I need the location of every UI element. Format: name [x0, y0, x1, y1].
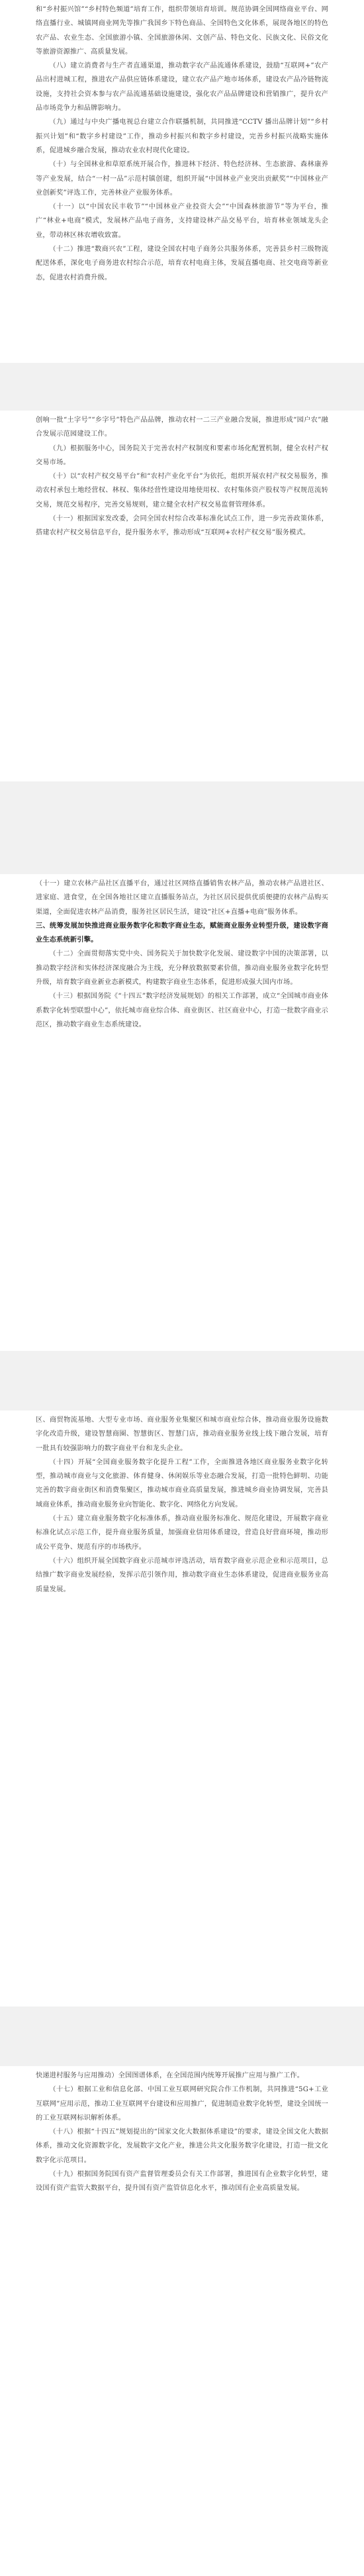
paragraph: （九）根据服务中心，国务院关于完善农村产权制度和要素市场化配置机制，健全农村产权交易市场。	[36, 444, 328, 466]
paragraph: 区、商贸物流基地、大型专业市场、商业服务业集聚区和城市商业综合体，推动商业服务设施数字化改造升级，建设智慧商圈、智慧街区、智慧门店，推动商业服务业线上线下融合发展，培育一批具有较强影响力的数字商业平台和龙头企业。	[36, 1416, 328, 1452]
paragraph: （十一）根据国家发改委，会同全国农村综合改革标准化试点工作，进一步完善政策体系，搭建农村产权交易信息平台，提升服务水平，推动形成“互联网+农村产权交易”服务模式。	[36, 515, 328, 537]
paragraph: 快递进村服务与应用推动）全国图谱体系，在全国范围内统筹开展推广应用与推广工作。	[36, 2072, 304, 2079]
paragraph: （十三）根据国务院《“十四五”数字经济发展规划》的相关工作部署，成立“全国城市商业体系数字化转型联盟中心”，依托城市商业综合体、商业街区、社区商业中心，打造一批数字商业示范区，推动数字商业生态系统建设。	[36, 993, 328, 1028]
paragraph: （十四）开展“全国商业服务数字化提升工程”工作，全面推进各地区商业服务业数字化转型，推动城市商业与文化旅游、体育健身、休闲娱乐等业态融合发展，打造一批特色鲜明、功能完善的数字商业街区和消费集聚区，推动城市商业高质量发展，推进城乡商业协调发展，完善县域商业体系，推动商业服务业向智能化、数字化、网络化方向发展。	[36, 1458, 328, 1509]
paragraph: （十九）根据国务院国有资产监督管理委员会有关工作部署，推进国有企业数字化转型，建设国有资产监管大数据平台，提升国有资产监管信息化水平，推动国有企业高质量发展。	[36, 2171, 328, 2193]
paragraph: （十一）以“中国农民丰收节”“中国林业产业投资大会”“中国森林旅游节”等为平台，推广“林业+电商”模式，发展林产品电子商务，支持建设林产品交易平台，培育林业领域龙头企业，带动林区林农增收致富。	[36, 203, 328, 239]
document-page-3	[0, 874, 364, 1351]
paragraph: （十一）建立农林产品社区直播平台，通过社区网络直播销售农林产品，推动农林产品进社区、进家庭、进食堂，在全国各地社区建立直播服务站点，为社区居民提供优质便捷的农林产品购买渠道，全面促进农林产品消费，服务社区居民生活，建设“社区+直播+电商”服务体系。	[36, 880, 328, 916]
paragraph: （十八）根据“十四五”规划提出的“国家文化大数据体系建设”的要求，建设全国文化大数据体系，推动文化资源数字化，发展数字文化产业，推进公共文化服务数字化建设，打造一批文化数字化示范项目。	[36, 2128, 328, 2164]
paragraph: （九）通过与中央广播电视总台建立合作联播机制，共同推进“CCTV 播出品牌计划”“乡村振兴计划”和“数字乡村建设”工作，推动乡村振兴和数字乡村建设，完善乡村振兴战略实施体系，促进城乡融合发展，推动农业农村现代化建设。	[36, 119, 328, 154]
paragraph: （十二）全面贯彻落实党中央、国务院关于加快数字化发展、建设数字中国的决策部署，以推动数字经济和实体经济深度融合为主线，充分释放数据要素价值，推动商业服务业数字化转型升级，培育数字商业新业态新模式，构建数字商业生态体系，促进形成强大国内市场。	[36, 950, 328, 987]
paragraph: （十五）建立商业服务数字化标准体系，推动商业服务标准化、规范化建设，开展数字商业标准化试点示范工作，提升商业服务质量，加强商业信用体系建设，营造良好营商环境，推动形成公平竞争、规范有序的市场秩序。	[36, 1515, 328, 1551]
document-page-5	[0, 2066, 364, 2576]
paragraph: （十）以“农村产权交易平台”和“农村产业化平台”为依托，组织开展农村产权交易服务，推动农村承包土地经营权、林权、集体经营性建设用地使用权、农村集体资产股权等产权规范流转交易，规范交易程序，完善交易规则，建立健全农村产权交易监督管理体系。	[36, 473, 328, 509]
paragraph: （十二）推进“数商兴农”工程，建设全国农村电子商务公共服务体系，完善县乡村三级物流配送体系，深化电子商务进农村综合示范，培育农村电商主体，发展直播电商、社交电商等新业态，促进农村消费升级。	[36, 246, 328, 281]
paragraph: （十）与全国林业和草原系统开展合作，推进林下经济、特色经济林、生态旅游、森林康养等产业发展，结合“一村一品”示范村镇创建，组织开展“中国林业产业突出贡献奖”“中国林业产业创新奖”评选工作，完善林业产业服务体系。	[36, 161, 328, 197]
paragraph: 和“乡村振兴馆”“乡村特色频道”培育工作，组织带领培育培训。规范协调全国网络商业平台、网络直播行业、城镇网商业网先等推广我国乡下特色商品、全国特色文化体系，展现各地区的特色农产品、农业生态、全国旅游小镇、全国旅游休闲、文创产品、特色文化、民族文化、民俗文化等旅游资源推广、高质量发展。	[36, 6, 328, 56]
paragraph: 创响一批“土字号”“乡字号”特色产品品牌，推动农村一二三产业融合发展，推进形成“园户农”融合发展示范园建设工作。	[36, 417, 328, 438]
paragraph: （十六）组织开展全国数字商业示范城市评选活动，培育数字商业示范企业和示范项目，总结推广数字商业发展经验，发挥示范引领作用，推动数字商业生态体系建设，促进商业服务业高质量发展。	[36, 1557, 328, 1593]
document-page-4	[0, 1411, 364, 2006]
document-page-2	[0, 411, 364, 781]
section-heading: 三、统筹发展加快推进商业服务数字化和数字商业生态，赋能商业服务业转型升级，建设数字商业生态系统新引擎。	[36, 921, 328, 944]
paragraph: （十七）根据工业和信息化部、中国工业互联网研究院合作工作机制，共同推进“5G+工业互联网”应用示范，推动工业互联网平台建设和应用推广，促进制造业数字化转型，建设全国统一的工业互联网标识解析体系。	[36, 2086, 328, 2122]
document-page-1	[0, 0, 364, 363]
paragraph: （八）建立消费者与生产者直通渠道，推动数字农产品流通体系建设，鼓励“互联网+”农产品出村进城工程，推进农产品供应链体系建设，建立农产品产地市场体系，建设农产品冷链物流设施，支持社会资本参与农产品流通基础设施建设，强化农产品品牌建设和营销推广，提升农产品市场竞争力和品牌影响力。	[36, 62, 328, 113]
